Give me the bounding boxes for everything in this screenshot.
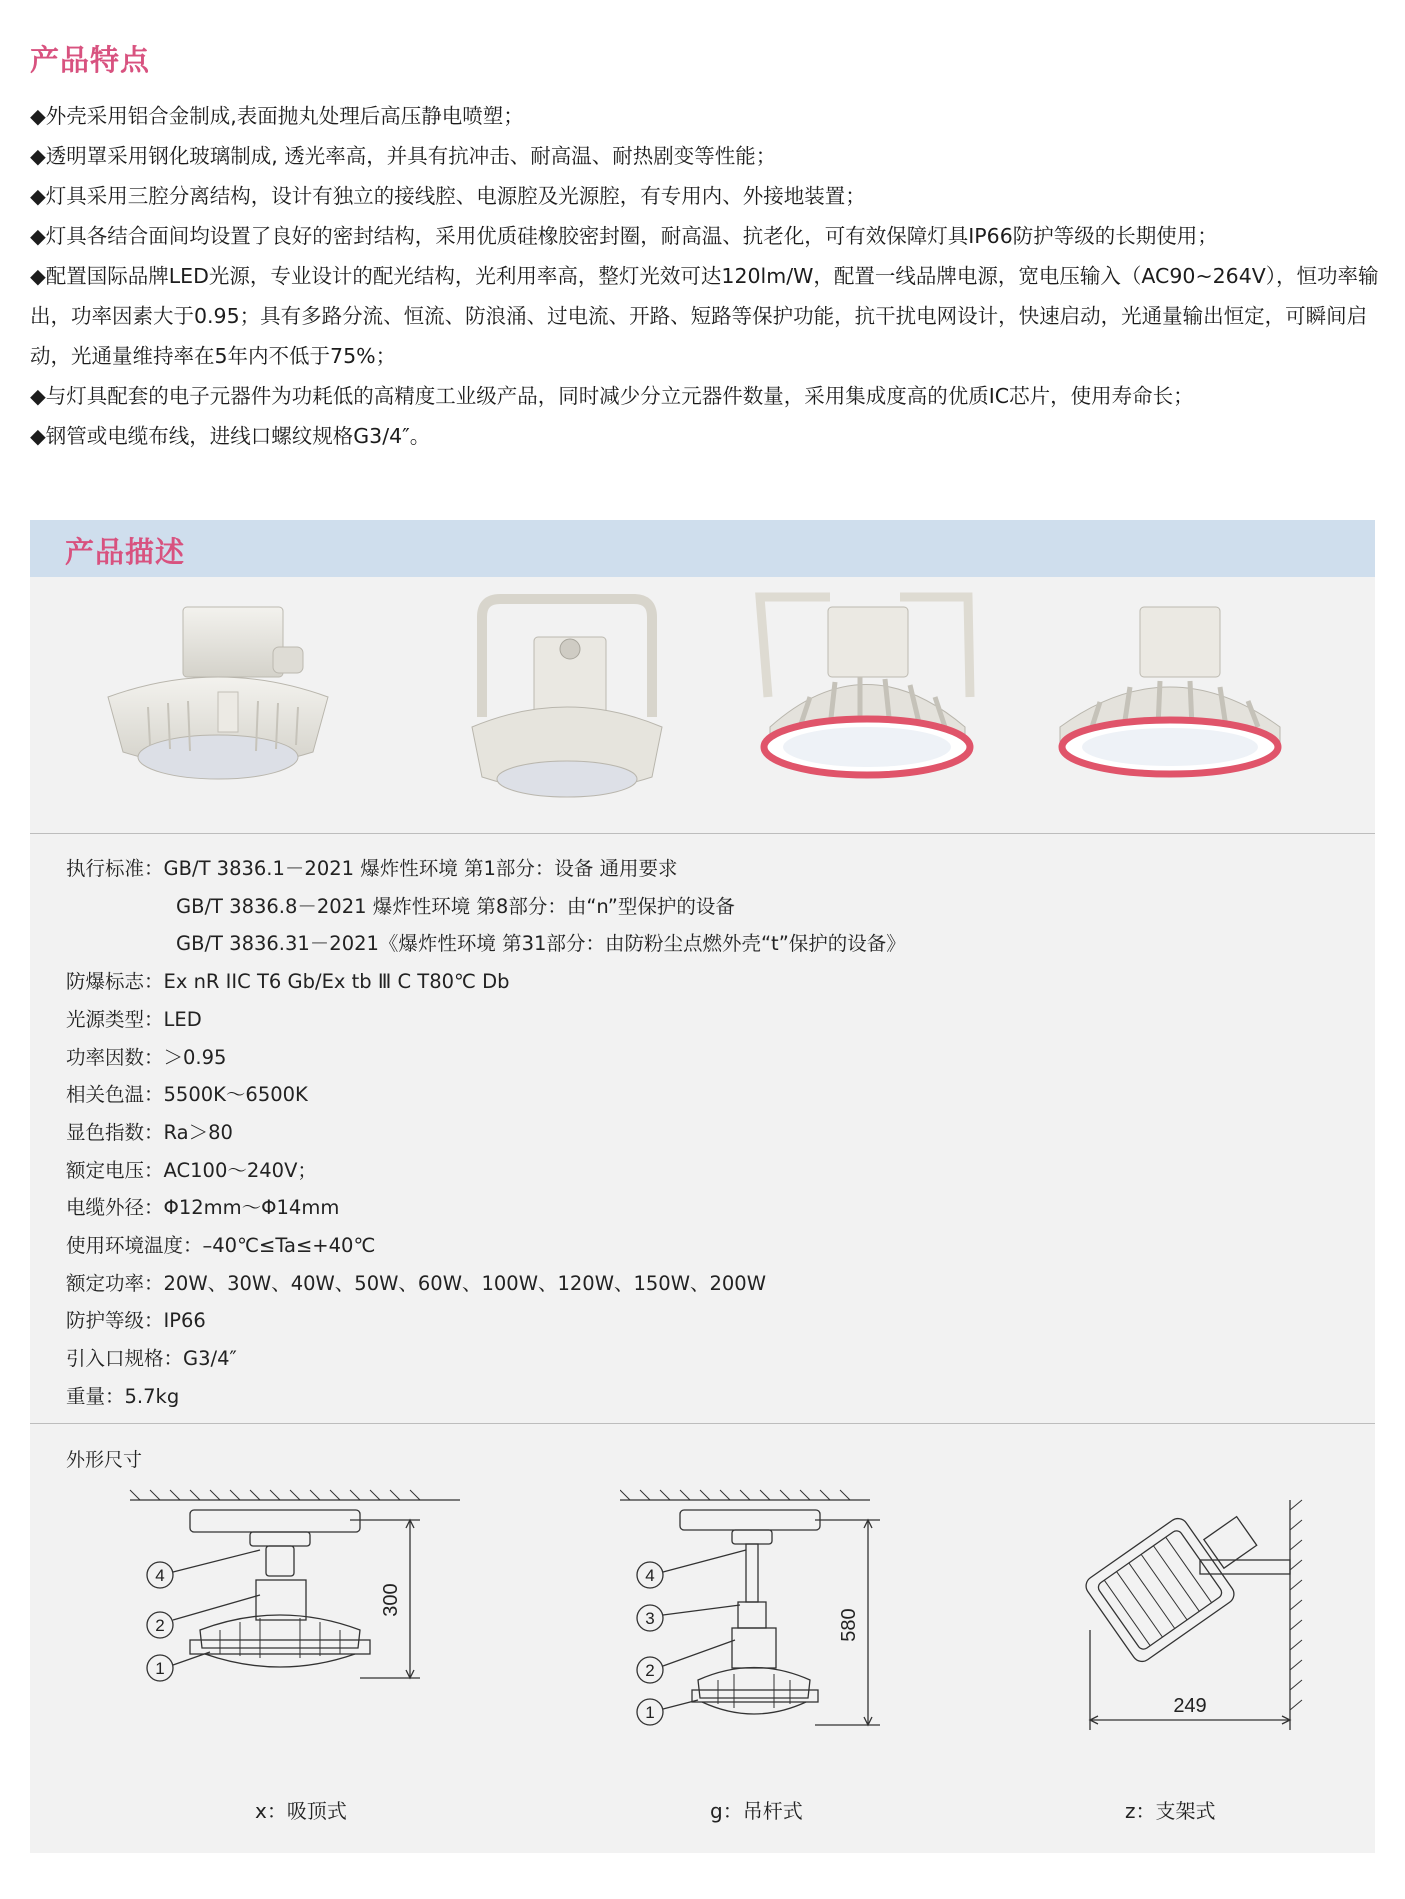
divider [30,833,1375,834]
feature-item: ◆配置国际品牌LED光源，专业设计的配光结构，光利用率高，整灯光效可达120lm/W，配置一线品牌电源，宽电压输入（AC90~264V），恒功率输出，功率因素大于0.95；具有多路分流、恒流、防浪涌、过电流、开路、短路等保护功能，抗干扰电网设计，快速启动，光通量输出恒定，可瞬间启动，光通量维持率在5年内不低于75%； [30,264,1379,368]
caption-bracket: z：支架式 [1125,1799,1216,1823]
product-photos [30,577,1375,833]
spec-row [66,1189,906,1227]
spec-value: 20W、30W、40W、50W、60W、100W、120W、150W、200W [163,1271,766,1295]
spec-label: 光源类型： [66,1007,164,1031]
caption-pendant: g：吊杆式 [710,1799,803,1823]
callout-label: 2 [155,1616,165,1635]
spec-row [66,1265,906,1303]
feature-item: ◆与灯具配套的电子元器件为功耗低的高精度工业级产品，同时减少分立元器件数量，采用集成度高的优质IC芯片，使用寿命长； [30,384,1194,408]
spec-row [66,888,906,926]
spec-row [66,1076,906,1114]
lamp-photo-led-bracket [740,577,990,817]
diagram-pendant-mount [620,1480,950,1780]
callout-label: 1 [155,1659,165,1678]
spec-value: GB/T 3836.8－2021 爆炸性环境 第8部分：由“n”型保护的设备 [176,894,735,918]
spec-value: 5500K～6500K [163,1083,308,1107]
lamp-photo-bracket [462,577,672,817]
spec-value: G3/4″ [183,1347,237,1371]
spec-row [66,1114,906,1152]
spec-row [66,1378,906,1416]
feature-item: ◆外壳采用铝合金制成,表面抛丸处理后高压静电喷塑； [30,104,524,128]
dimensions-title: 外形尺寸 [66,1449,143,1471]
callout-label: 1 [645,1703,655,1722]
dimension-label: 580 [838,1608,860,1642]
spec-list [66,850,906,1416]
feature-item: ◆钢管或电缆布线，进线口螺纹规格G3/4″。 [30,424,431,448]
features-list [30,96,1380,456]
spec-value: GB/T 3836.31－2021《爆炸性环境 第31部分：由防粉尘点燃外壳“t”保护的设备》 [176,932,906,956]
spec-row [66,1152,906,1190]
spec-label: 电缆外径： [66,1196,164,1220]
spec-value: Ex nR IIC T6 Gb/Ex tb Ⅲ C T80℃ Db [163,970,510,994]
spec-label: 防护等级： [66,1309,164,1333]
lamp-photo-led-ceiling [1030,577,1290,817]
callout-label: 2 [645,1661,655,1680]
spec-label: 引入口规格： [66,1347,184,1371]
spec-value: AC100～240V； [163,1158,317,1182]
spec-value: ＞0.95 [163,1045,227,1069]
divider [30,1423,1375,1424]
features-title: 产品特点 [30,43,151,77]
spec-value: 5.7kg [124,1384,180,1408]
spec-label: 功率因数： [66,1045,164,1069]
spec-value: –40℃≤Ta≤+40℃ [202,1234,376,1258]
feature-item: ◆灯具采用三腔分离结构，设计有独立的接线腔、电源腔及光源腔，有专用内、外接地装置； [30,184,866,208]
spec-row [66,1001,906,1039]
spec-row [66,1039,906,1077]
description-header [30,520,1375,577]
spec-row [66,925,906,963]
caption-ceiling: x：吸顶式 [255,1799,347,1823]
spec-row [66,1302,906,1340]
spec-row [66,850,906,888]
spec-row [66,963,906,1001]
callout-label: 4 [155,1566,165,1585]
spec-label: 重量： [66,1384,125,1408]
spec-label: 使用环境温度： [66,1234,203,1258]
dimension-label: 300 [380,1583,402,1617]
dimension-label: 249 [1173,1695,1207,1717]
description-title: 产品描述 [65,535,186,569]
callout-label: 4 [645,1566,655,1585]
spec-label: 显色指数： [66,1120,164,1144]
spec-row [66,1340,906,1378]
feature-item: ◆透明罩采用钢化玻璃制成, 透光率高，并具有抗冲击、耐高温、耐热剧变等性能； [30,144,777,168]
spec-label: 额定功率： [66,1271,164,1295]
diagram-ceiling-mount [120,1480,500,1780]
spec-label: 额定电压： [66,1158,164,1182]
diagram-wall-bracket [1080,1480,1320,1780]
spec-label: 相关色温： [66,1083,164,1107]
spec-label: 防爆标志： [66,970,164,994]
feature-item: ◆灯具各结合面间均设置了良好的密封结构，采用优质硅橡胶密封圈，耐高温、抗老化，可有效保障灯具IP66防护等级的长期使用； [30,224,1218,248]
spec-value: Ra＞80 [163,1120,233,1144]
spec-value: Φ12mm～Φ14mm [163,1196,340,1220]
callout-label: 3 [645,1609,655,1628]
description-section [30,520,1375,1853]
spec-value: GB/T 3836.1－2021 爆炸性环境 第1部分：设备 通用要求 [163,857,678,880]
spec-row [66,1227,906,1265]
spec-value: IP66 [163,1309,206,1333]
spec-value: LED [163,1007,202,1031]
lamp-photo-ceiling [88,577,348,817]
spec-label: 执行标准： [66,857,164,880]
